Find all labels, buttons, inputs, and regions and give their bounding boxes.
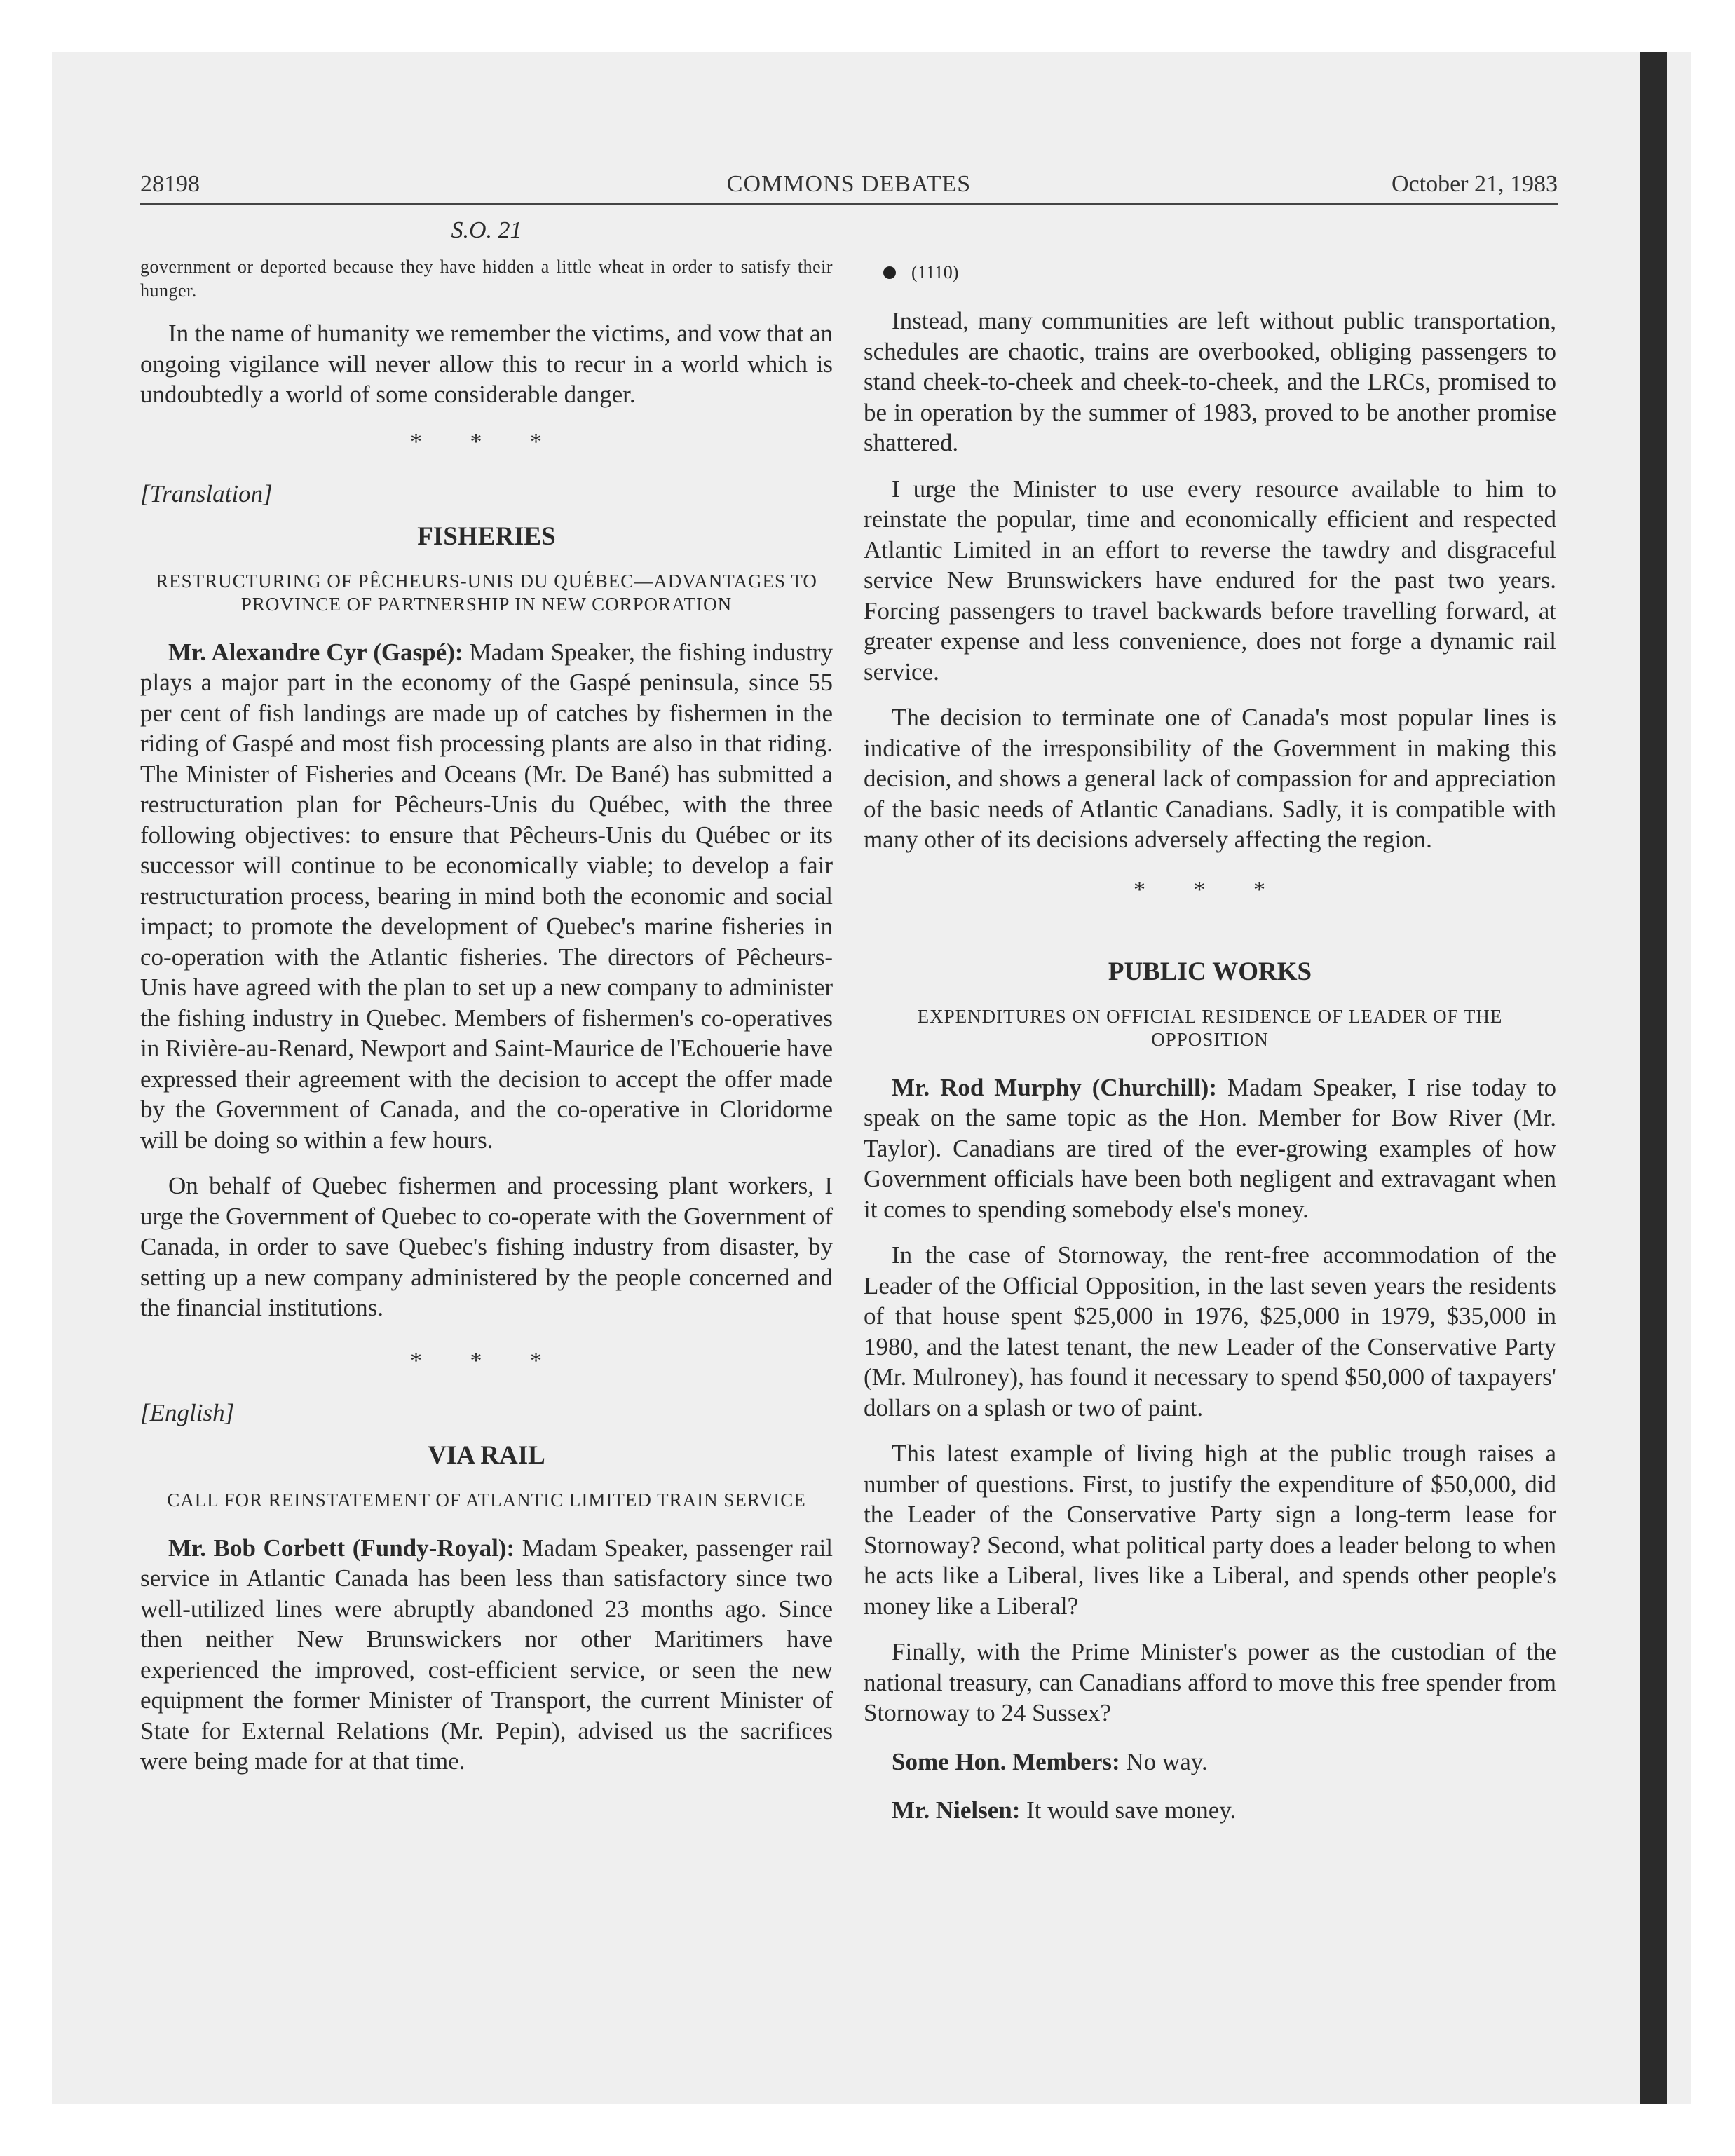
- paragraph: In the case of Stornoway, the rent-free accommodation of the Leader of the Official Opposition, in the last seven years the residents of that house spent $25,000 in 1976, $25,000 in 1979, $35,000 in 1980, and the latest tenant, the new Leader of the Conservative Party (Mr. Mulroney), has found it necessary to spend $50,000 of taxpayers' dollars on a splash or two of paint.: [864, 1241, 1556, 1421]
- section-separator: * * *: [410, 1347, 563, 1374]
- running-header: [140, 167, 1558, 202]
- publication-title: COMMONS DEBATES: [726, 171, 972, 197]
- speech-paragraph: [864, 1072, 1556, 1225]
- speech-paragraph: [140, 637, 833, 1156]
- speaker-name: Mr. Bob Corbett (Fundy-Royal):: [168, 1534, 515, 1562]
- paragraph: This latest example of living high at the public trough raises a number of questions. First, to justify the expenditure of $50,000, did the Leader of the Conservative Party sign a long-term lease for Stornoway? Second, what political party does a leader belong to when he acts like a Liberal, lives like a Liberal, and spends other people's money like a Liberal?: [864, 1440, 1556, 1620]
- time-stamp: [883, 255, 1556, 290]
- language-note: [Translation]: [140, 479, 273, 507]
- topic-heading: RESTRUCTURING OF PÊCHEURS-UNIS DU QUÉBEC—ADVANTAGES TO PROVINCE OF PARTNERSHIP IN NEW CORPORATION: [156, 570, 817, 615]
- section-label: S.O. 21: [451, 217, 522, 243]
- binding-edge: [1640, 52, 1667, 2104]
- speech-paragraph: [864, 1747, 1556, 1778]
- bullet-icon: [883, 266, 896, 279]
- language-note: [English]: [140, 1398, 235, 1426]
- subject-heading: PUBLIC WORKS: [1108, 957, 1312, 986]
- speech-paragraph: [140, 1533, 833, 1777]
- speech-text: Madam Speaker, the fishing industry plays a major part in the economy of the Gaspé peninsula, since 55 per cent of fish landings are made up of catches by fishermen in the riding of Gaspé and most fish processing plants are also in that riding. The Minister of Fisheries and Oceans (Mr. De Bané) has submitted a restructuration plan for Pêcheurs-Unis du Québec, with the three following objectives: to ensure that Pêcheurs-Unis du Québec or its successor will continue to be economically viable; to develop a fair restructuration process, bearing in mind both the economic and social impact; to promote the development of Quebec's marine fisheries in co-operation with the Atlantic fisheries. The directors of Pêcheurs-Unis have agreed with the plan to set up a new company to administer the fishing industry in Quebec. Members of fishermen's co-operatives in Rivière-au-Renard, Newport and Saint-Maurice de l'Echouerie have expressed their agreement with the decision to accept the offer made by the Government of Canada, and the co-operative in Cloridorme will be doing so within a few hours.: [140, 638, 833, 1154]
- left-column: [140, 255, 833, 1777]
- header-rule: [140, 203, 1558, 205]
- section-separator: * * *: [1134, 876, 1286, 903]
- paragraph: Instead, many communities are left without public transportation, schedules are chaotic, trains are overbooked, obliging passengers to stand cheek-to-cheek and cheek-to-cheek, and the LRCs, promised to be in operation by the summer of 1983, proved to be another promise shattered.: [864, 307, 1556, 456]
- speech-text: It would save money.: [1026, 1796, 1237, 1824]
- paragraph: On behalf of Quebec fishermen and processing plant workers, I urge the Government of Quebec to co-operate with the Government of Canada, in order to save Quebec's fishing industry from disaster, by setting up a new company administered by the people concerned and the financial institutions.: [140, 1172, 833, 1321]
- paragraph: The decision to terminate one of Canada's most popular lines is indicative of the irresponsibility of the Government in making this decision, and shows a general lack of compassion for and appreciation of the basic needs of Atlantic Canadians. Sadly, it is compatible with many other of its decisions adversely affecting the region.: [864, 704, 1556, 853]
- speech-text: Madam Speaker, passenger rail service in Atlantic Canada has been less than satisfactory since two well-utilized lines were abruptly abandoned 23 months ago. Since then neither New Brunswickers nor other Maritimers have experienced the improved, cost-efficient service, or seen the new equipment the former Minister of Transport, the current Minister of State for External Relations (Mr. Pepin), advised us the sacrifices were being made for at that time.: [140, 1534, 833, 1775]
- topic-heading: CALL FOR REINSTATEMENT OF ATLANTIC LIMITED TRAIN SERVICE: [167, 1489, 806, 1510]
- section-separator: * * *: [410, 428, 563, 455]
- speech-text: Madam Speaker, I rise today to speak on the same topic as the Hon. Member for Bow River (Mr. Taylor). Canadians are tired of the ever-growing examples of how Government officials have been both negligent and extravagant when it comes to spending somebody else's money.: [864, 1073, 1556, 1223]
- right-column: [864, 255, 1556, 1826]
- topic-heading: EXPENDITURES ON OFFICIAL RESIDENCE OF LEADER OF THE OPPOSITION: [917, 1005, 1503, 1050]
- paragraph: I urge the Minister to use every resource available to him to reinstate the popular, time and economically efficient and respected Atlantic Limited in an effort to reverse the tawdry and disgraceful service New Brunswickers have endured for the past two years. Forcing passengers to travel backwards before travelling forward, at greater expense and less convenience, does not forge a dynamic rail service.: [864, 475, 1556, 685]
- time-stamp-text: (1110): [911, 262, 959, 282]
- page-number: 28198: [140, 171, 200, 197]
- speaker-name: Mr. Rod Murphy (Churchill):: [892, 1073, 1217, 1101]
- speaker-name: Mr. Alexandre Cyr (Gaspé):: [168, 638, 463, 666]
- paragraph: In the name of humanity we remember the victims, and vow that an ongoing vigilance will never allow this to recur in a world which is undoubtedly a world of some considerable danger.: [140, 320, 833, 408]
- paragraph: Finally, with the Prime Minister's power as the custodian of the national treasury, can Canadians afford to move this free spender from Stornoway to 24 Sussex?: [864, 1638, 1556, 1726]
- speech-text: No way.: [1126, 1747, 1208, 1775]
- subject-heading: FISHERIES: [417, 521, 556, 551]
- speech-paragraph: [864, 1795, 1556, 1826]
- publication-date: October 21, 1983: [1391, 171, 1558, 197]
- speaker-name: Mr. Nielsen:: [892, 1796, 1021, 1824]
- subject-heading: VIA RAIL: [428, 1440, 545, 1470]
- paragraph: government or deported because they have hidden a little wheat in order to satisfy their hunger.: [140, 257, 833, 301]
- speaker-name: Some Hon. Members:: [892, 1747, 1120, 1775]
